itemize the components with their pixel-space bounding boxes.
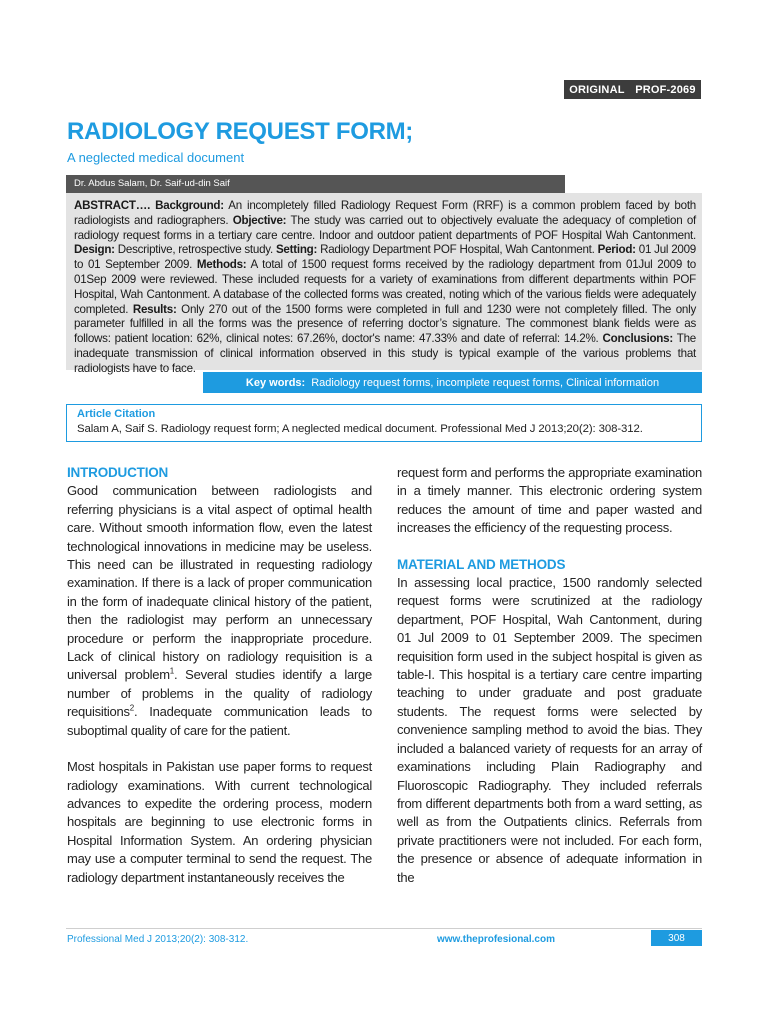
keywords-bar xyxy=(203,372,702,393)
introduction-paragraph-1 xyxy=(67,482,372,740)
article-citation-box xyxy=(66,404,702,442)
abstract-objective: The study was carried out to objectively evaluate the adequacy of completion of radiology request forms in a tertiary care centre. Indoor and outdoor patient departments of POF Hospital Wah Cantonment. xyxy=(74,213,696,242)
reference-2: 2 xyxy=(129,703,134,713)
left-column xyxy=(67,464,372,887)
abstract-period-label: Period: xyxy=(597,243,636,257)
citation-title: Article Citation xyxy=(77,408,156,420)
abstract-conclusions: The inadequate transmission of clinical information observed in this study is typical example of the various problems that radiologists have to face. xyxy=(74,332,696,375)
footer-journal: Professional Med J 2013;20(2): 308-312. xyxy=(67,934,249,945)
abstract-lead: ABSTRACT…. xyxy=(74,199,151,212)
abstract-setting: Radiology Department POF Hospital, Wah Cantonment. xyxy=(317,243,598,257)
abstract-objective-label: Objective: xyxy=(232,213,287,227)
abstract-conclusions-label: Conclusions: xyxy=(602,332,673,346)
intro-text-c: . Inadequate communication leads to suboptimal quality of care for the patient. xyxy=(67,704,372,738)
page-number: 308 xyxy=(651,930,702,946)
abstract-design: Descriptive, retrospective study. xyxy=(114,243,276,257)
introduction-paragraph-2: Most hospitals in Pakistan use paper forms to request radiology examinations. With current technological advances to expedite the ordering process, modern hospitals are beginning to use electronic forms in Hospital Information System. An ordering physician may use a computer terminal to send the request. The radiology department instantaneously receives the xyxy=(67,759,372,885)
introduction-heading: INTRODUCTION xyxy=(67,465,169,480)
footer-website-link[interactable]: www.theprofesional.com xyxy=(437,934,555,945)
keywords-text: Radiology request forms, incomplete request forms, Clinical information xyxy=(311,376,660,389)
intro-text-a: Good communication between radiologists and referring physicians is a vital aspect of optimal health care. Without smooth information flow, even the latest technological innovations in medicine may be useless. This need can be illustrated in requesting radiology examination. If there is a lack of proper communication in the form of inadequate clinical history of the patient, then the radiologist may perform an unnecessary procedure or perform the inappropriate procedure. Lack of clinical history on radiology requisition is a universal problem xyxy=(67,483,372,683)
abstract-design-label: Design: xyxy=(74,243,115,257)
abstract-box xyxy=(66,193,702,375)
abstract-methods-label: Methods: xyxy=(196,258,247,272)
footer-divider xyxy=(66,928,702,929)
abstract-period: 01 Jul 2009 to 01 September 2009. xyxy=(74,243,696,272)
author-bar: Dr. Abdus Salam, Dr. Saif-ud-din Saif xyxy=(66,175,565,193)
citation-text: Salam A, Saif S. Radiology request form; A neglected medical document. Professional Med J 2013;20(2): 308-312. xyxy=(77,423,643,435)
abstract-results: Only 270 out of the 1500 forms were completed in full and 1230 were not completely filled. The only parameter fulfilled in all the forms was the presence of referring doctor’s signature. The commonest blank fields were as follows: patient location: 62%, clinical notes: 67.26%, doctor's name: 47.33% and date of referral: 14.2%. xyxy=(74,302,696,346)
article-title: RADIOLOGY REQUEST FORM; xyxy=(67,118,413,145)
introduction-paragraph-2-continued: request form and performs the appropriate examination in a timely manner. This electronic ordering system reduces the amount of time and paper wasted and increases the efficiency of the requesting process. xyxy=(397,465,702,536)
keywords-label: Key words: xyxy=(245,376,306,389)
abstract-setting-label: Setting: xyxy=(275,243,318,257)
reference-1: 1 xyxy=(169,667,174,677)
article-subtitle: A neglected medical document xyxy=(67,150,245,165)
abstract-background: An incompletely filled Radiology Request Form (RRF) is a common problem faced by both radiologists and radiographers. xyxy=(74,199,696,227)
intro-text-b: . Several studies identify a large number of problems in the quality of radiology requisitions xyxy=(67,667,372,720)
right-column xyxy=(397,464,702,887)
abstract-methods: A total of 1500 request forms received by the radiology department from 01Jul 2009 to 01Sep 2009 were reviewed. These included requests for a variety of examinations from different departments within POF Hospital, Wah Cantonment. A database of the collected forms was created, noting which of the various fields were adequately completed. xyxy=(74,258,696,316)
article-type-tag xyxy=(564,80,701,99)
methods-paragraph-1: In assessing local practice, 1500 randomly selected request forms were scrutinized at the radiology department, POF Hospital, Wah Cantonment, during 01 Jul 2009 to 01 September 2009. The specimen requisition form used in the subject hospital is given as table-I. This hospital is a tertiary care centre imparting teaching to under graduate and post graduate students. The request forms were selected by convenience sampling method to avoid the bias. They included a balanced variety of requests for an array of examinations including Plain Radiography and Fluoroscopic Radiography. They included referrals from different departments both from a ward setting, as well as from the Outpatients clinics. Referrals from private practitioners were not included. For each form, the presence or absence of adequate information in the xyxy=(397,575,702,885)
tag-code: PROF-2069 xyxy=(635,83,696,96)
tag-original: ORIGINAL xyxy=(569,83,625,96)
abstract-background-label: Background: xyxy=(155,199,224,212)
methods-heading: MATERIAL AND METHODS xyxy=(397,556,566,572)
abstract-results-label: Results: xyxy=(132,302,177,316)
